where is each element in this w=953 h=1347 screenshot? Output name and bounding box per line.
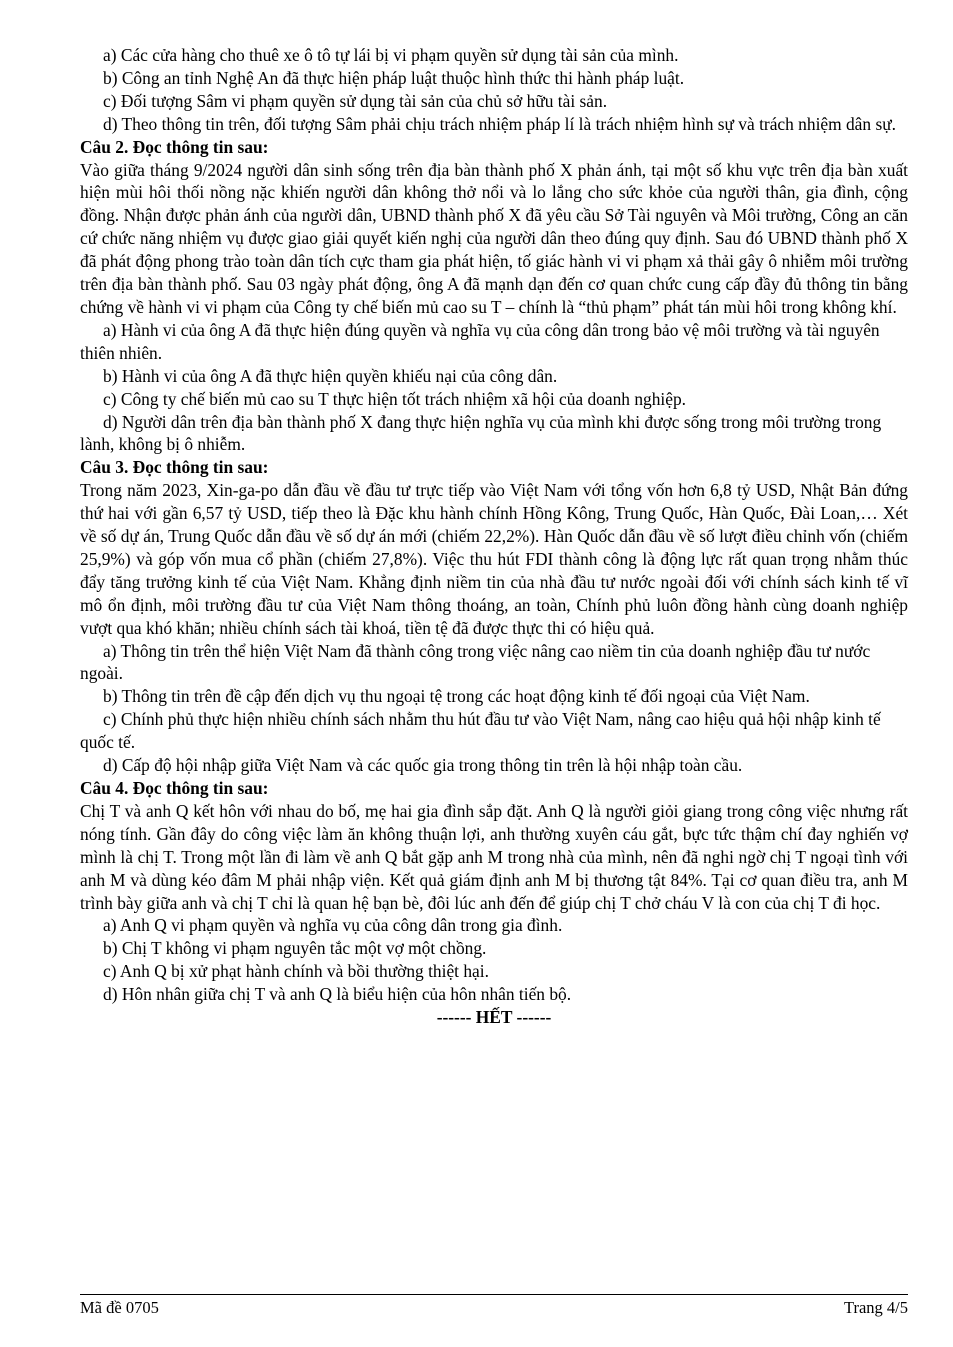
q4-option-d: d) Hôn nhân giữa chị T và anh Q là biểu hiện của hôn nhân tiến bộ. — [103, 984, 572, 1005]
q2-title: Câu 2. Đọc thông tin sau: — [80, 136, 269, 157]
q3-passage: Trong năm 2023, Xin-ga-po dẫn đầu về đầu tư trực tiếp vào Việt Nam với tổng vốn hơn 6,8 tỷ USD, Nhật Bản đứng thứ hai với gần 6,57 tỷ USD, tiếp theo là Đặc khu hành chính Hồng Kông, Trung Quốc, Hàn Quốc, Đài Loan,… Xét về số dự án, Trung Quốc dẫn đầu về số dự án mới (chiếm 22,2%). Hàn Quốc dẫn đầu về số lượt điều chỉnh vốn (chiếm 25,9%) và góp vốn mua cổ phần (chiếm 27,8%). Việc thu hút FDI thành công là động lực rất quan trọng nhằm thúc đẩy tăng trưởng kinh tế của Việt Nam. Khẳng định niềm tin của nhà đầu tư nước ngoài đối với chính sách kinh tế vĩ mô ổn định, môi trường đầu tư của Việt Nam thông thoáng, an toàn, Chính phủ luôn đồng hành cùng doanh nghiệp vượt qua khó khăn; nhiều chính sách tài khoá, tiền tệ đã được thực thi có hiệu quả. — [80, 480, 908, 638]
q2-option-b: b) Hành vi của ông A đã thực hiện quyền khiếu nại của công dân. — [103, 365, 558, 386]
q3-option-d: d) Cấp độ hội nhập giữa Việt Nam và các quốc gia trong thông tin trên là hội nhập toàn cầu. — [103, 755, 743, 776]
exam-page — [80, 44, 908, 1029]
q1-option-b: b) Công an tỉnh Nghệ An đã thực hiện pháp luật thuộc hình thức thi hành pháp luật. — [103, 67, 685, 88]
q3-title: Câu 3. Đọc thông tin sau: — [80, 457, 269, 478]
q2-passage: Vào giữa tháng 9/2024 người dân sinh sống trên địa bàn thành phố X phản ánh, tại một số khu vực trên địa bàn xuất hiện mùi hôi thối nồng nặc khiến người dân không thở nổi và lo lắng cho sức khỏe của người thân, gia đình, cộng đồng. Nhận được phản ánh của người dân, UBND thành phố X đã yêu cầu Sở Tài nguyên và Môi trường, Công an căn cứ chức năng nhiệm vụ được giao giải quyết kiến nghị của người dân theo đúng quy định. Sau đó UBND thành phố X đã phát động phong trào toàn dân tích cực tham gia phát hiện, tố giác hành vi vi phạm xả thải gây ô nhiễm môi trường trên địa bàn thành phố. Sau 03 ngày phát động, ông A đã mạnh dạn đến cơ quan chức cung cấp đầy đủ thông tin bằng chứng về hành vi vi phạm của Công ty chế biến mủ cao su T – chính là “thủ phạm” phát tán mùi hôi trong không khí. — [80, 159, 908, 317]
q1-option-c: c) Đối tượng Sâm vi phạm quyền sử dụng tài sản của chủ sở hữu tài sản. — [103, 90, 608, 111]
q2-option-a: a) Hành vi của ông A đã thực hiện đúng quyền và nghĩa vụ của công dân trong bảo vệ môi trường và tài nguyên thiên nhiên. — [80, 319, 880, 363]
q3-option-c: c) Chính phủ thực hiện nhiều chính sách nhằm thu hút đầu tư vào Việt Nam, nâng cao hiệu quả hội nhập kinh tế quốc tế. — [80, 709, 881, 753]
q4-passage: Chị T và anh Q kết hôn với nhau do bố, mẹ hai gia đình sắp đặt. Anh Q là người giỏi giang trong công việc nhưng rất nóng tính. Gần đây do công việc làm ăn không thuận lợi, anh thường xuyên cáu gắt, bực tức thậm chí đay nghiến vợ mình là chị T. Trong một lần đi làm về anh Q bắt gặp anh M trong nhà của mình, nên đã nghi ngờ chị T ngoại tình với anh M và dùng kéo đâm M phải nhập viện. Kết quả giám định anh M bị thương tật 84%. Tại cơ quan điều tra, anh M trình bày giữa anh và chị T chỉ là quan hệ bạn bè, đôi lúc anh đến để giúp chị T chở cháu V là con của chị T đi học. — [80, 800, 908, 913]
q2-option-c: c) Công ty chế biến mủ cao su T thực hiện tốt trách nhiệm xã hội của doanh nghiệp. — [103, 388, 687, 409]
footer-divider — [80, 1294, 908, 1295]
q3-option-b: b) Thông tin trên đề cập đến dịch vụ thu ngoại tệ trong các hoạt động kinh tế đối ngoại của Việt Nam. — [103, 686, 810, 707]
q3-option-a: a) Thông tin trên thể hiện Việt Nam đã thành công trong việc nâng cao niềm tin của doanh nghiệp đầu tư nước ngoài. — [80, 640, 871, 684]
q4-option-c: c) Anh Q bị xử phạt hành chính và bồi thường thiệt hại. — [103, 961, 489, 982]
end-marker: ------ HẾT ------ — [436, 1007, 552, 1028]
page-number: Trang 4/5 — [843, 1298, 908, 1317]
q1-option-d: d) Theo thông tin trên, đối tượng Sâm phải chịu trách nhiệm pháp lí là trách nhiệm hình sự và trách nhiệm dân sự. — [103, 113, 896, 134]
q2-option-d: d) Người dân trên địa bàn thành phố X đang thực hiện nghĩa vụ của mình khi được sống trong môi trường trong lành, không bị ô nhiễm. — [80, 411, 882, 455]
q4-option-a: a) Anh Q vi phạm quyền và nghĩa vụ của công dân trong gia đình. — [103, 915, 563, 936]
q1-option-a: a) Các cửa hàng cho thuê xe ô tô tự lái bị vi phạm quyền sử dụng tài sản của mình. — [103, 45, 679, 65]
q4-title: Câu 4. Đọc thông tin sau: — [80, 778, 269, 798]
q4-option-b: b) Chị T không vi phạm nguyên tắc một vợ một chồng. — [103, 938, 487, 959]
exam-code: Mã đề 0705 — [80, 1298, 159, 1317]
